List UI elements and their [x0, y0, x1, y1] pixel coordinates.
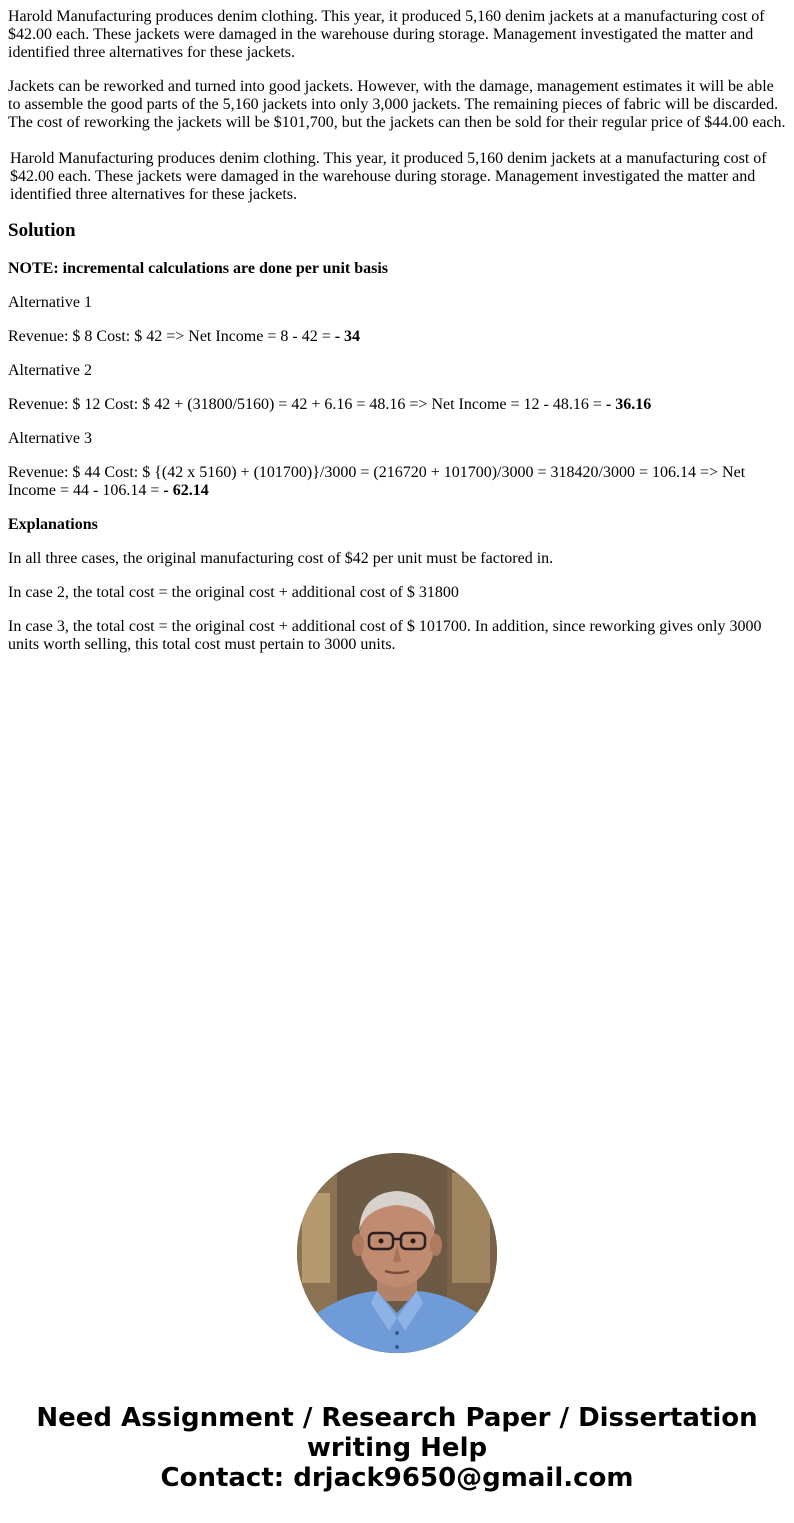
alternative-3-calc-text: Revenue: $ 44 Cost: $ {(42 x 5160) + (101700)}/3000 = (216720 + 101700)/3000 = 318420/3000 = 106.14 => Net Income = 44 - 106.14 = — [8, 464, 746, 499]
solution-note: NOTE: incremental calculations are done per unit basis — [8, 260, 389, 277]
alternative-1-calc-text: Revenue: $ 8 Cost: $ 42 => Net Income = 8 - 42 = — [8, 328, 335, 345]
alternative-1-title: Alternative 1 — [8, 294, 92, 311]
explanation-3: In case 3, the total cost = the original cost + additional cost of $ 101700. In addition, since reworking gives only 3000 units worth selling, this total cost must pertain to 3000 units. — [8, 618, 762, 653]
promo-banner — [0, 1403, 794, 1493]
tutor-avatar — [297, 1153, 497, 1353]
promo-contact-line: Contact: drjack9650@gmail.com — [160, 1463, 634, 1493]
alternative-1-calculation — [8, 328, 788, 346]
question-text: Harold Manufacturing produces denim clothing. This year, it produced 5,160 denim jackets at a manufacturing cost of $42.00 each. These jackets were damaged in the warehouse during storage. Management investigated the matter and identified three alternatives for these jackets. — [10, 150, 767, 203]
question-box — [8, 148, 788, 204]
alternative-2-title: Alternative 2 — [8, 362, 92, 379]
intro-paragraph-1: Harold Manufacturing produces denim clothing. This year, it produced 5,160 denim jackets at a manufacturing cost of $42.00 each. These jackets were damaged in the warehouse during storage. Management investigated the matter and identified three alternatives for these jackets. — [8, 8, 765, 61]
document-content — [8, 8, 788, 670]
promo-line-1: Need Assignment / Research Paper / Dissertation writing Help — [36, 1403, 758, 1463]
intro-paragraph-2: Jackets can be reworked and turned into good jackets. However, with the damage, management estimates it will be able to assemble the good parts of the 5,160 jackets into only 3,000 jackets. The remaining pieces of fabric will be discarded. The cost of reworking the jackets will be $101,700, but the jackets can then be sold for their regular price of $44.00 each. — [8, 78, 786, 131]
alternative-3-calculation — [8, 464, 788, 500]
alternative-2-result: - 36.16 — [605, 396, 652, 413]
solution-heading: Solution — [8, 220, 76, 241]
explanations-heading: Explanations — [8, 516, 98, 533]
alternative-2-calc-text: Revenue: $ 12 Cost: $ 42 + (31800/5160) = 42 + 6.16 = 48.16 => Net Income = 12 - 48.16 = — [8, 396, 606, 413]
alternative-3-title: Alternative 3 — [8, 430, 92, 447]
alternative-2-calculation — [8, 396, 788, 414]
explanation-2: In case 2, the total cost = the original cost + additional cost of $ 31800 — [8, 584, 459, 601]
explanation-1: In all three cases, the original manufacturing cost of $42 per unit must be factored in. — [8, 550, 554, 567]
alternative-3-result: - 62.14 — [163, 482, 209, 499]
tutor-portrait-image — [297, 1153, 497, 1353]
alternative-1-result: - 34 — [334, 328, 361, 345]
